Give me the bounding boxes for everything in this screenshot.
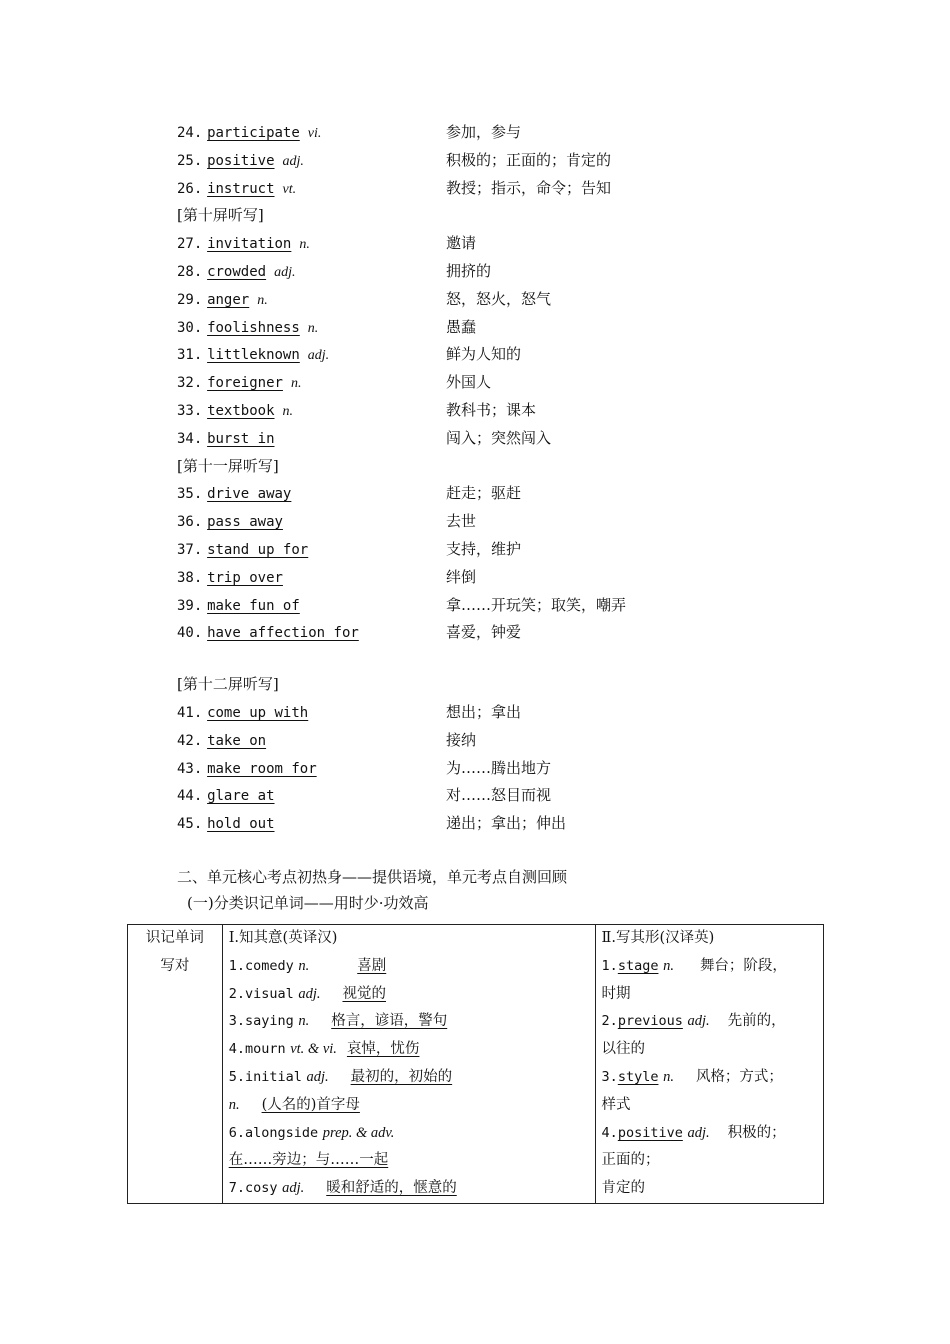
vocab-word: invitation: [207, 236, 292, 253]
vocab-meaning: 积极的；正面的；肯定的: [446, 150, 612, 169]
vocab-meaning: 鲜为人知的: [446, 345, 522, 364]
vocab-word: foreigner: [207, 375, 283, 392]
write-item-1b: 时期: [601, 985, 631, 1002]
vocab-group-c: [177, 480, 737, 647]
section-heading-11: [第十一屏听写]: [177, 456, 279, 475]
vocab-meaning: 赶走；驱赶: [446, 484, 522, 503]
vocab-meaning: 怒，怒火，怒气: [446, 289, 552, 308]
vocab-part-of-speech: n.: [290, 376, 302, 392]
vocab-row: [177, 536, 737, 564]
vocab-number: 36.: [177, 514, 203, 531]
vocab-row: [177, 480, 737, 508]
vocab-word: drive away: [207, 486, 292, 503]
vocab-row: [177, 425, 737, 453]
vocab-word: pass away: [207, 514, 283, 531]
vocab-number: 41.: [177, 704, 203, 721]
vocab-meaning: 拥挤的: [446, 261, 492, 280]
vocab-row: [177, 699, 737, 727]
vocab-word: come up with: [207, 704, 309, 721]
vocab-meaning: 外国人: [446, 373, 492, 392]
vocab-row: [177, 619, 737, 647]
vocab-table: [127, 924, 824, 1204]
vocab-row: [177, 755, 737, 783]
col2-header: Ⅰ.知其意(英译汉): [228, 930, 338, 946]
vocab-word: positive: [207, 152, 275, 169]
vocab-number: 28.: [177, 263, 203, 280]
label-line-1: 识记单词: [145, 930, 204, 946]
vocab-row: [177, 369, 737, 397]
vocab-number: 29.: [177, 291, 203, 308]
vocab-number: 40.: [177, 625, 203, 642]
table-item-6: 6.alongside prep. & adv.: [228, 1124, 395, 1141]
write-item-2: 2.previous adj. 先前的，: [601, 1013, 786, 1030]
col3-header: Ⅱ.写其形(汉译英): [601, 930, 715, 946]
vocab-row: [177, 230, 737, 258]
vocab-word: littleknown: [207, 347, 300, 364]
write-item-3b: 样式: [601, 1096, 631, 1113]
vocab-row: [177, 592, 737, 620]
vocab-meaning: 绊倒: [446, 567, 477, 586]
write-item-4: 4.positive adj. 积极的；: [601, 1124, 786, 1141]
vocab-meaning: 支持，维护: [446, 539, 522, 558]
vocab-word: participate: [207, 125, 300, 141]
vocab-group-a: [177, 119, 737, 202]
vocab-row: [177, 314, 737, 342]
vocab-meaning: 喜爱，钟爱: [446, 623, 522, 642]
table-item-2: 2.visual adj. 视觉的: [228, 985, 386, 1002]
table-item-6b: 在……旁边；与……一起: [228, 1152, 389, 1169]
vocab-number: 31.: [177, 347, 203, 364]
vocab-word: textbook: [207, 402, 275, 419]
vocab-row: [177, 119, 737, 147]
vocab-number: 24.: [177, 125, 203, 141]
vocab-meaning: 为……腾出地方: [446, 758, 552, 777]
vocab-row: [177, 397, 737, 425]
vocab-word: make room for: [207, 760, 317, 777]
vocab-meaning: 邀请: [446, 234, 477, 253]
part-two-heading-block: [177, 864, 567, 916]
vocab-number: 30.: [177, 319, 203, 336]
vocab-meaning: 教科书；课本: [446, 400, 537, 419]
vocab-number: 33.: [177, 402, 203, 419]
vocab-row: [177, 147, 737, 175]
vocab-row: [177, 341, 737, 369]
write-item-4b: 正面的；: [601, 1152, 660, 1169]
vocab-meaning: 接纳: [446, 730, 477, 749]
vocab-number: 27.: [177, 236, 203, 253]
vocab-word: have affection for: [207, 625, 359, 642]
vocab-meaning: 去世: [446, 512, 477, 531]
section-heading-12: [第十二屏听写]: [177, 675, 279, 694]
vocab-word: foolishness: [207, 319, 300, 336]
table-item-7: 7.cosy adj. 暖和舒适的，惬意的: [228, 1180, 457, 1197]
english-to-chinese-cell: [222, 925, 595, 1204]
vocab-part-of-speech: adj.: [307, 348, 330, 364]
vocab-number: 34.: [177, 430, 203, 447]
vocab-meaning: 愚蠢: [446, 317, 477, 336]
vocab-part-of-speech: adj.: [274, 264, 296, 280]
vocab-number: 43.: [177, 760, 203, 777]
vocab-number: 44.: [177, 788, 203, 805]
vocab-meaning: 想出；拿出: [446, 702, 522, 721]
table-item-5b: n. (人名的)首字母: [228, 1096, 360, 1113]
vocab-word: glare at: [207, 788, 275, 805]
table-label-cell: [128, 925, 223, 1204]
vocab-row: [177, 782, 737, 810]
write-item-2b: 以往的: [601, 1041, 646, 1058]
table-item-1: 1.comedy n. 喜剧: [228, 957, 387, 974]
vocab-part-of-speech: n.: [257, 292, 268, 308]
table-item-4: 4.mourn vt. & vi. 哀悼，忧伤: [228, 1041, 420, 1058]
chinese-to-english-cell: [595, 925, 823, 1204]
vocab-number: 25.: [177, 152, 203, 169]
vocab-word: make fun of: [207, 597, 300, 614]
vocab-word: hold out: [207, 816, 275, 833]
write-item-1: 1.stage n. 舞台；阶段，: [601, 957, 787, 974]
vocab-word: anger: [207, 291, 250, 308]
label-line-2: 写对: [160, 957, 190, 974]
vocab-row: [177, 508, 737, 536]
vocab-part-of-speech: n.: [307, 320, 319, 336]
vocab-part-of-speech: vi.: [307, 126, 322, 141]
vocab-meaning: 对……怒目而视: [446, 786, 552, 805]
vocab-part-of-speech: n.: [282, 403, 294, 419]
vocab-number: 37.: [177, 541, 203, 558]
vocab-row: [177, 258, 737, 286]
vocab-word: trip over: [207, 569, 283, 586]
vocab-list: [177, 119, 737, 838]
part-two-subheading: (一)分类识记单词——用时少·功效高: [187, 894, 429, 912]
vocab-word: stand up for: [207, 541, 309, 558]
vocab-row: [177, 286, 737, 314]
vocab-group-d: [177, 699, 737, 838]
vocab-meaning: 递出；拿出；伸出: [446, 814, 567, 833]
vocab-number: 45.: [177, 816, 203, 833]
vocab-word: crowded: [207, 263, 267, 280]
vocab-meaning: 教授；指示，命令；告知: [446, 178, 612, 197]
vocab-row: [177, 175, 737, 203]
vocab-group-b: [177, 230, 737, 452]
vocab-word: take on: [207, 732, 267, 749]
vocab-part-of-speech: n.: [299, 237, 310, 253]
vocab-part-of-speech: adj.: [282, 153, 304, 169]
part-two-heading: 二、单元核心考点初热身——提供语境，单元考点自测回顾: [177, 868, 568, 886]
section-heading-10: [第十屏听写]: [177, 206, 264, 225]
spacer: [177, 647, 737, 671]
write-item-3: 3.style n. 风格；方式；: [601, 1068, 783, 1085]
vocab-meaning: 闯入；突然闯入: [446, 428, 552, 447]
vocab-meaning: 参加，参与: [446, 123, 522, 141]
vocab-row: [177, 727, 737, 755]
vocab-word: instruct: [207, 180, 275, 197]
vocab-number: 32.: [177, 375, 203, 392]
vocab-number: 38.: [177, 569, 203, 586]
vocab-word: burst in: [207, 430, 275, 447]
write-item-4c: 肯定的: [601, 1180, 646, 1197]
vocab-part-of-speech: vt.: [282, 181, 297, 197]
vocab-meaning: 拿……开玩笑；取笑，嘲弄: [446, 595, 627, 614]
vocab-number: 42.: [177, 732, 203, 749]
vocab-row: [177, 810, 737, 838]
vocab-row: [177, 564, 737, 592]
vocab-number: 39.: [177, 597, 203, 614]
vocab-number: 26.: [177, 180, 203, 197]
vocab-number: 35.: [177, 486, 203, 503]
table-item-3: 3.saying n. 格言，谚语，警句: [228, 1013, 448, 1030]
table-item-5: 5.initial adj. 最初的，初始的: [228, 1068, 453, 1085]
